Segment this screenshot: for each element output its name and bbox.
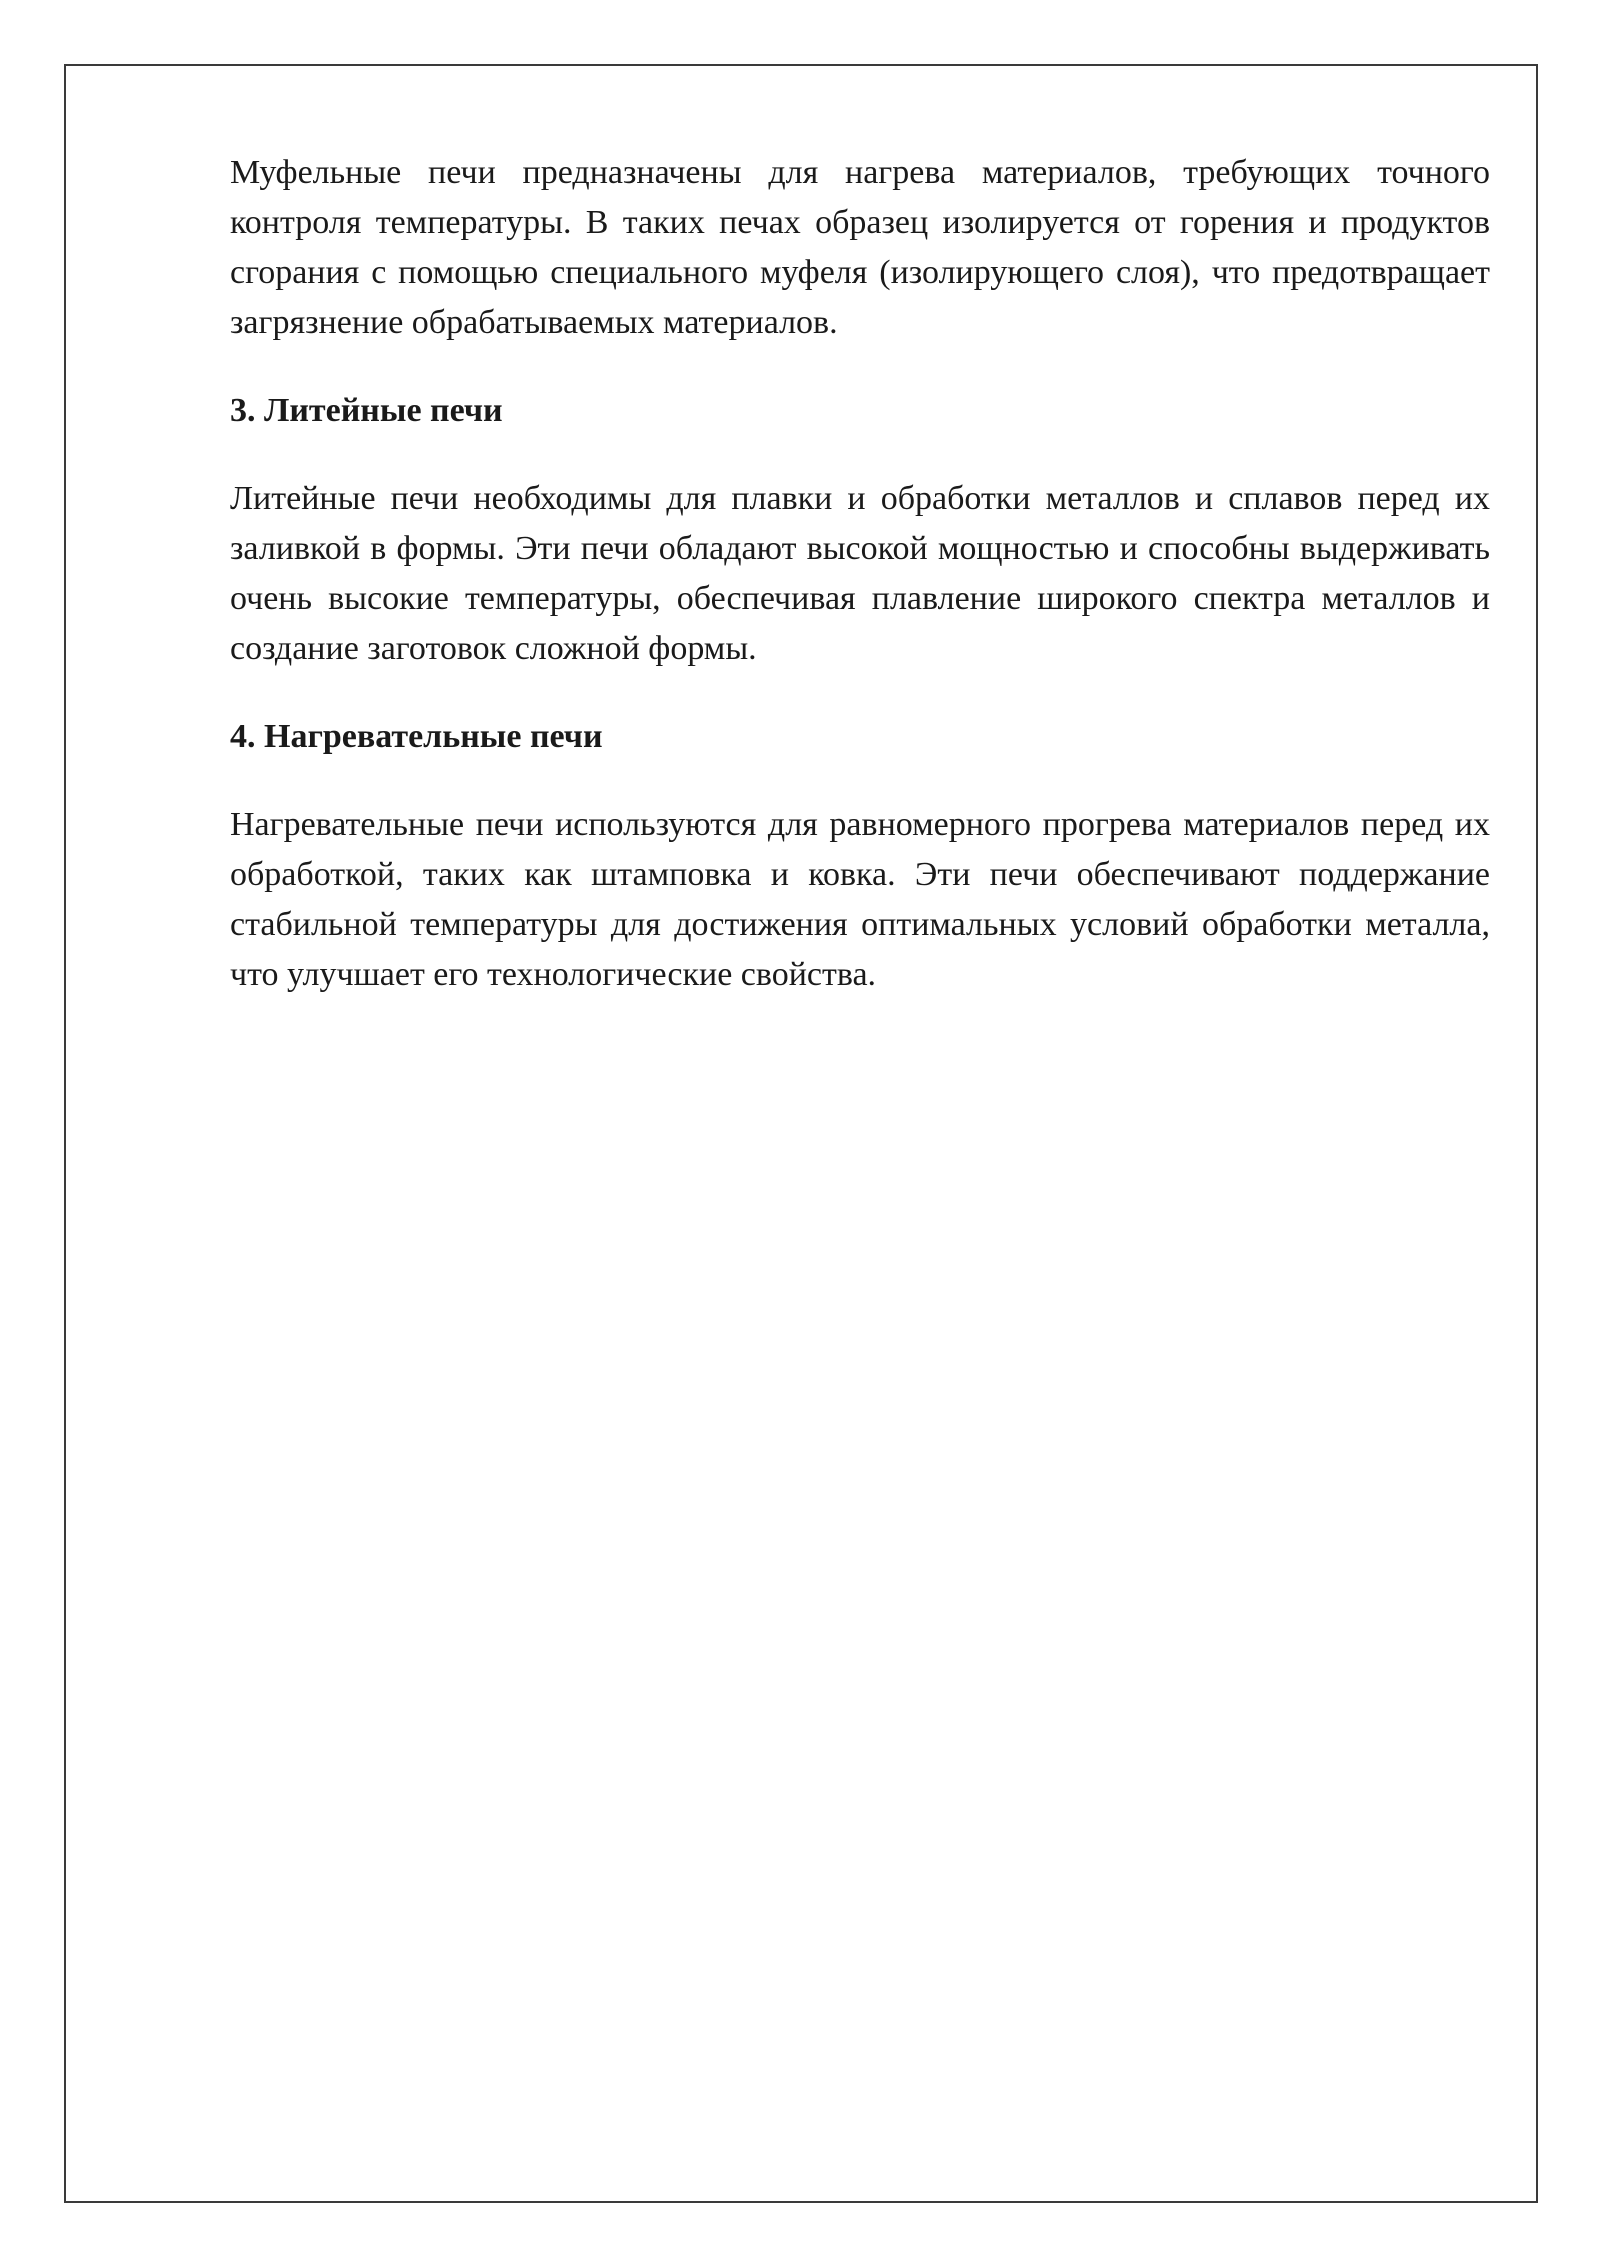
heading-casting-furnaces: 3. Литейные печи xyxy=(230,392,503,429)
paragraph-casting-furnaces: Литейные печи необходимы для плавки и обработки металлов и сплавов перед их заливкой в формы. Эти печи обладают высокой мощностью и способны выдерживать очень высокие температуры, обеспечивая плавление широкого спектра металлов и создание заготовок сложной формы. xyxy=(230,480,1490,667)
document-body xyxy=(230,148,1490,1038)
paragraph-heating-furnaces: Нагревательные печи используются для равномерного прогрева материалов перед их обработкой, таких как штамповка и ковка. Эти печи обеспечивают поддержание стабильной температуры для достижения оптимальных условий обработки металла, что улучшает его технологические свойства. xyxy=(230,806,1490,993)
paragraph-muffle-furnaces: Муфельные печи предназначены для нагрева материалов, требующих точного контроля температуры. В таких печах образец изолируется от горения и продуктов сгорания с помощью специального муфеля (изолирующего слоя), что предотвращает загрязнение обрабатываемых материалов. xyxy=(230,154,1490,341)
heading-heating-furnaces: 4. Нагревательные печи xyxy=(230,718,603,755)
